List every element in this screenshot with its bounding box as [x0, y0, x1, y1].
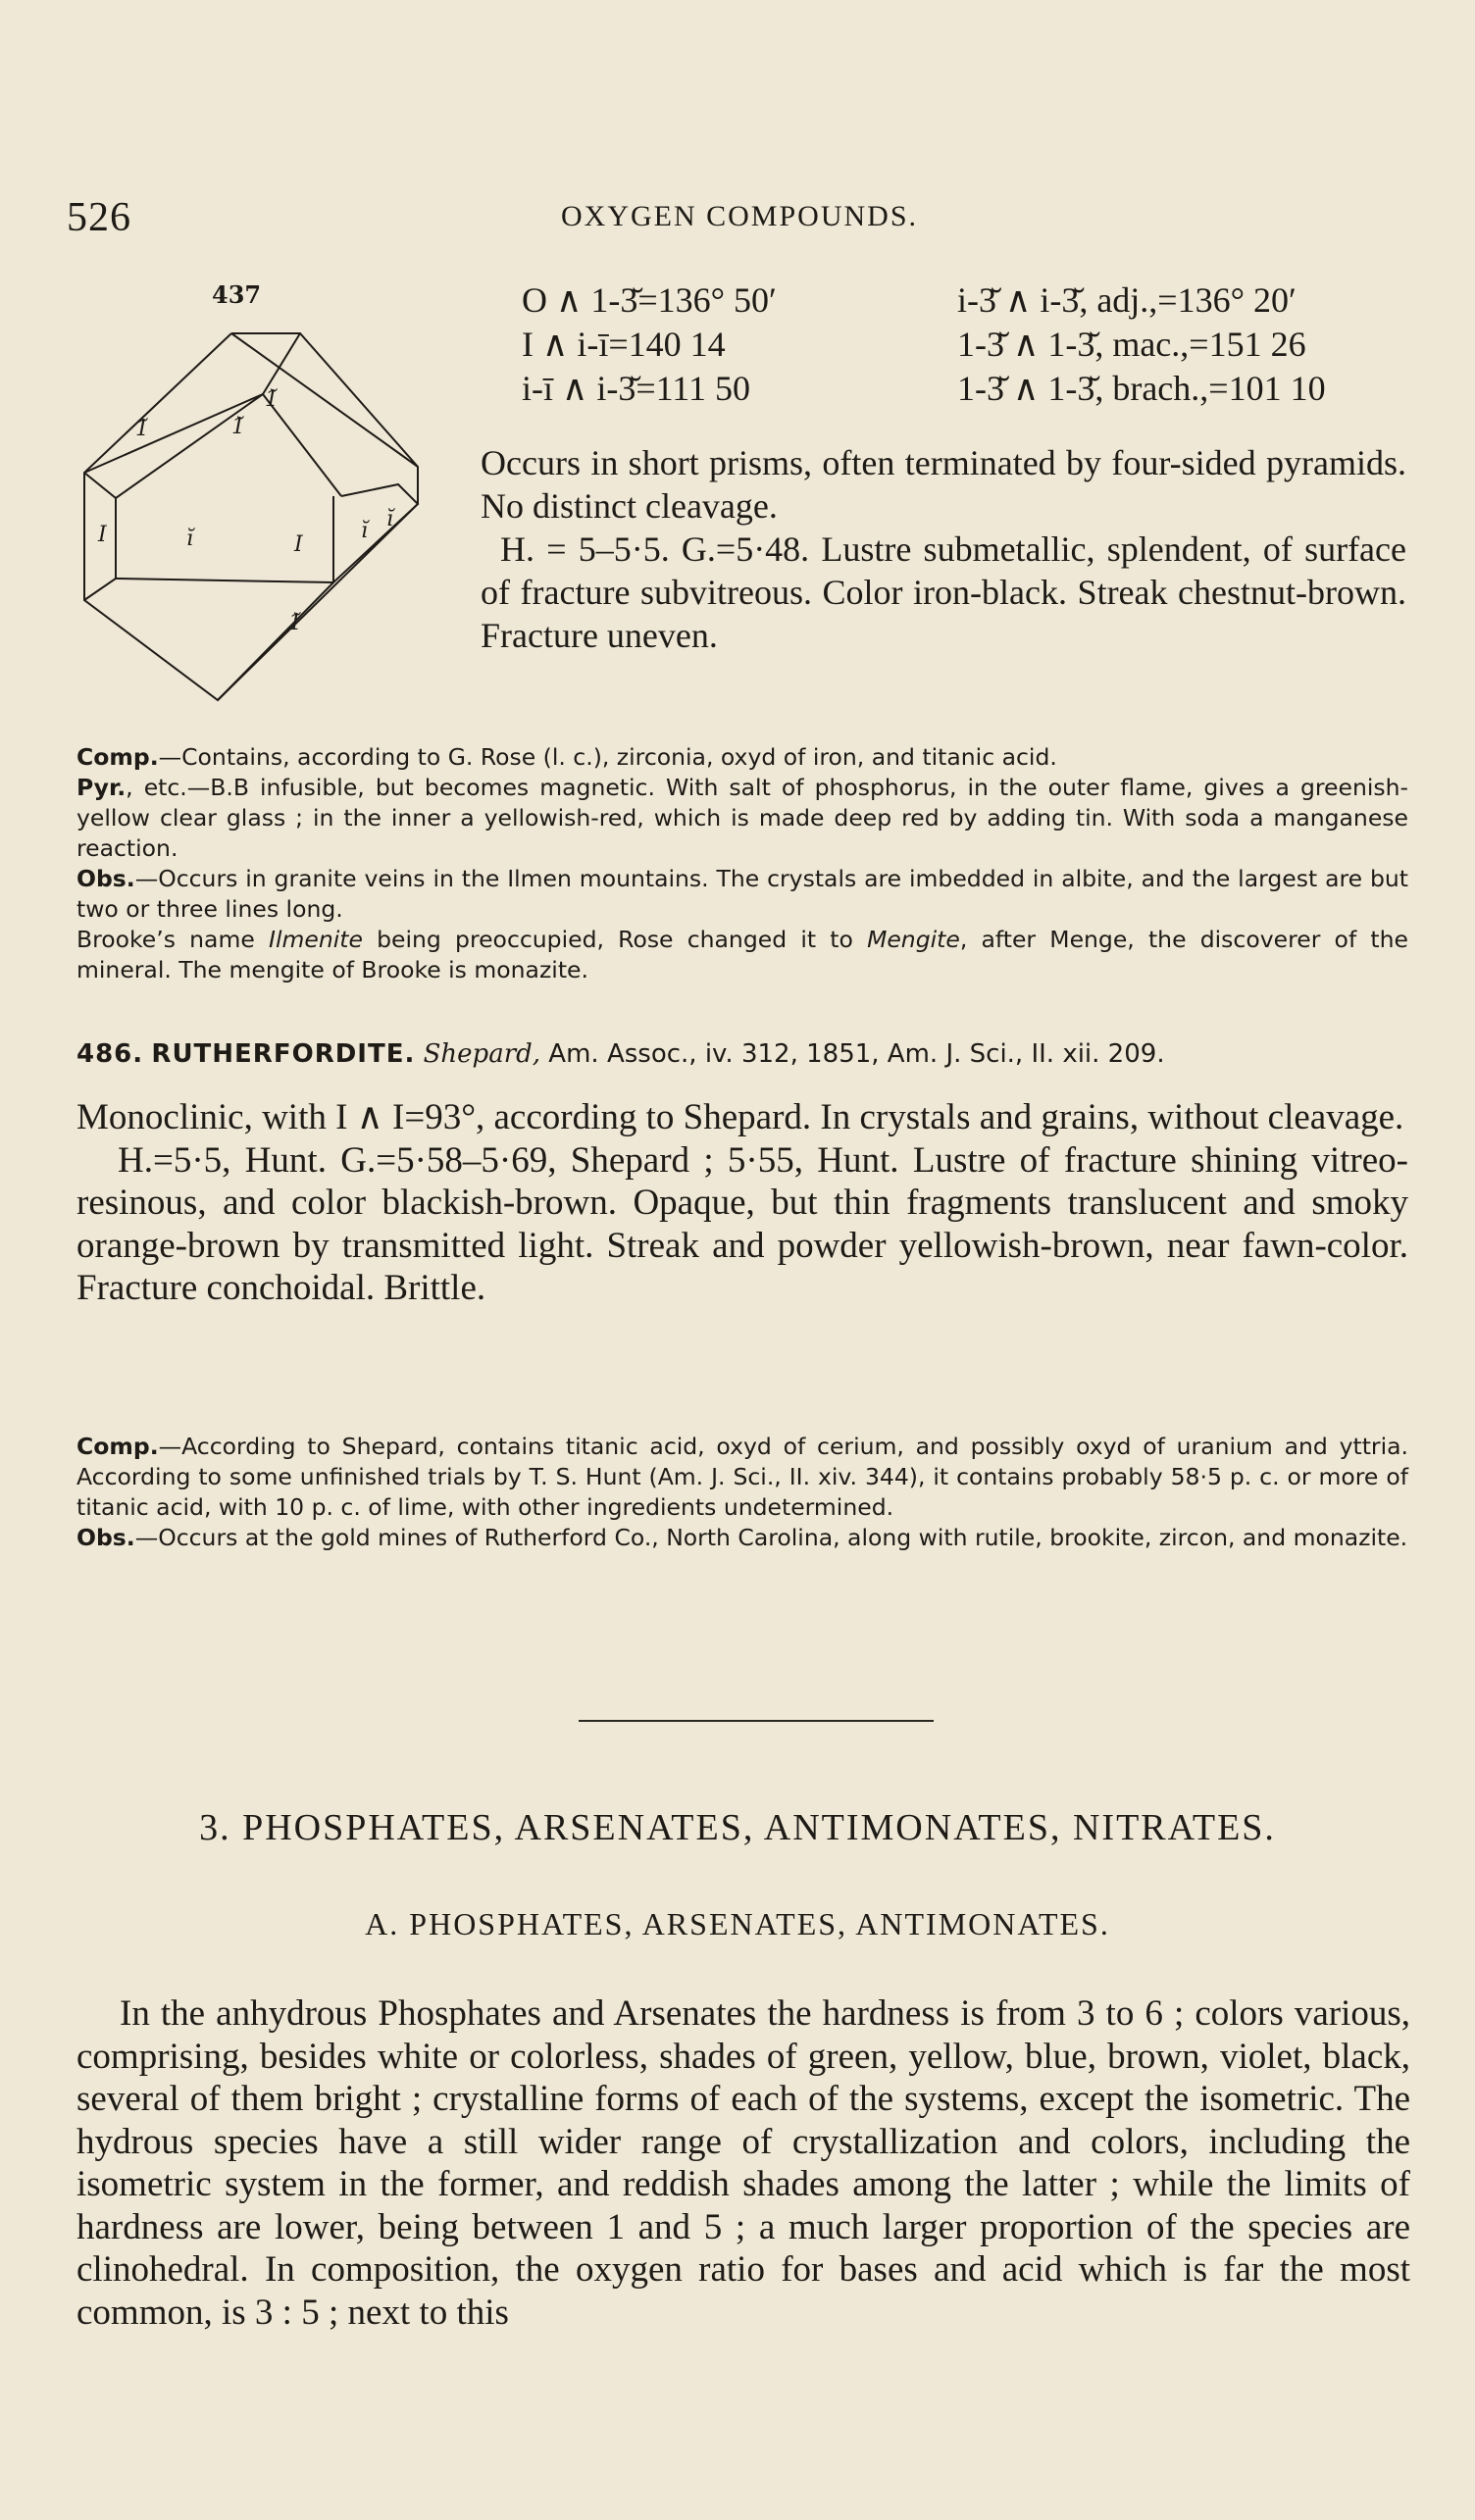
face-label: 1̆ [265, 387, 279, 412]
face-label: ĭ [386, 507, 394, 531]
intro-line-2 [481, 528, 1406, 657]
notes-section-2 [76, 1432, 1408, 1553]
comp-note [76, 1432, 1408, 1523]
comp-text: —According to Shepard, contains titanic acid, oxyd of cerium, and possibly oxyd of uranium and yttria. According to some unfinished trials by T. S. Hunt (Am. J. Sci., II. xiv. 344), it contains probably 58·5 p. c. or more of titanic acid, with 10 p. c. of lime, with other ingredients undetermined. [76, 1433, 1408, 1521]
angle-list-right [957, 278, 1326, 411]
subsection-heading: A. PHOSPHATES, ARSENATES, ANTIMONATES. [365, 1906, 1110, 1941]
phosphates-paragraph [76, 1992, 1410, 2334]
obs-label: Obs. [76, 1524, 135, 1551]
brooke-text-a: Brooke’s name [76, 926, 270, 953]
face-label: 1̆ [135, 417, 149, 441]
species-name: RUTHERFORDITE. [151, 1039, 416, 1069]
comp-label: Comp. [76, 1433, 159, 1460]
mengite-term: Mengite [867, 926, 960, 953]
comp-label: Comp. [76, 743, 159, 771]
section-divider [579, 1720, 934, 1722]
face-label: ĭ [186, 527, 194, 551]
pyr-text: , etc.—B.B infusible, but becomes magnetic. With salt of phosphorus, in the outer flame, gives a greenish-yellow clear glass ; in the inner a yellowish-red, which is made deep red by adding tin. With soda a manganese reaction. [76, 774, 1408, 862]
description-para-2 [76, 1139, 1408, 1310]
face-label: ĭ [361, 519, 369, 543]
angle-line: i-3̆ ∧ i-3̆, adj.,=136° 20′ [957, 280, 1297, 320]
running-header [67, 194, 1412, 249]
ilmenite-term: Ilmenite [269, 926, 363, 953]
brooke-text-b: being preoccupied, Rose changed it to [362, 926, 868, 953]
page-number: 526 [67, 195, 131, 240]
brooke-note [76, 925, 1408, 985]
angle-line: 1-3̆ ∧ 1-3̆, mac.,=151 26 [957, 325, 1306, 364]
phosphates-text: In the anhydrous Phosphates and Arsenates the hardness is from 3 to 6 ; colors various, comprising, besides white or colorless, shades of green, yellow, blue, brown, violet, black, several of them bright ; crystalline forms of each of the systems, except the isometric. The hydrous species have a still wider range of crystallization and colors, including the isometric system in the former, and reddish shades among the latter ; while the limits of hardness are lower, being between 1 and 5 ; a much larger proportion of the species are clinohedral. In composition, the oxygen ratio for bases and acid which is far the most common, is 3 : 5 ; next to this [76, 1993, 1410, 2333]
face-label: 1̆ [231, 415, 245, 439]
species-reference: Am. Assoc., iv. 312, 1851, Am. J. Sci., II. xii. 209. [540, 1039, 1165, 1069]
description-para-1: Monoclinic, with I ∧ I=93°, according to Shepard. In crystals and grains, without cleavage. [76, 1097, 1404, 1137]
obs-label: Obs. [76, 865, 135, 892]
angle-list-left [522, 278, 777, 411]
crystal-outline [84, 333, 418, 700]
species-number: 486. [76, 1039, 144, 1069]
angle-line: I ∧ i-ī=140 14 [522, 325, 726, 364]
crystal-figure [67, 280, 432, 712]
intro-line-2-text: H. = 5–5·5. G.=5·48. Lustre submetallic, splendent, of surface of fracture subvitreous. Color iron-black. Streak chestnut-brown. Fracture uneven. [481, 529, 1406, 655]
angle-line: 1-3̆ ∧ 1-3̆, brach.,=101 10 [957, 369, 1326, 408]
figure-number: 437 [212, 280, 262, 309]
obs-note [76, 864, 1408, 925]
angle-line: O ∧ 1-3̆=136° 50′ [522, 280, 777, 320]
species-heading [76, 1039, 1420, 1069]
rutherfordite-description [76, 1096, 1408, 1310]
comp-note [76, 742, 1408, 773]
running-title: OXYGEN COMPOUNDS. [560, 200, 919, 232]
obs-note [76, 1523, 1408, 1553]
obs-text: —Occurs in granite veins in the Ilmen mountains. The crystals are imbedded in albite, and the largest are but two or three lines long. [76, 865, 1408, 923]
pyr-label: Pyr. [76, 774, 127, 801]
notes-section-1 [76, 742, 1408, 985]
species-author: Shepard, [423, 1039, 541, 1069]
brooke-text-c: , after Menge, the discoverer of the mineral. The mengite of Brooke is monazite. [76, 926, 1408, 983]
angle-line: i-ī ∧ i-3̆=111 50 [522, 369, 750, 408]
pyr-note [76, 773, 1408, 864]
crystal-drawing [67, 280, 432, 712]
face-label: I [294, 532, 303, 557]
face-label: 1̆ [288, 611, 302, 635]
chapter-heading: 3. PHOSPHATES, ARSENATES, ANTIMONATES, NITRATES. [199, 1807, 1276, 1848]
face-label: I [98, 523, 107, 547]
obs-text: —Occurs at the gold mines of Rutherford Co., North Carolina, along with rutile, brookite, zircon, and monazite. [134, 1524, 1408, 1551]
intro-paragraph [481, 441, 1406, 657]
comp-text: —Contains, according to G. Rose (l. c.), zirconia, oxyd of iron, and titanic acid. [158, 743, 1057, 771]
intro-line-1: Occurs in short prisms, often terminated by four-sided pyramids. No distinct cleavage. [481, 443, 1406, 526]
description-para-2-text: H.=5·5, Hunt. G.=5·58–5·69, Shepard ; 5·55, Hunt. Lustre of fracture shining vitreo-resinous, and color blackish-brown. Opaque, but thin fragments translucent and smoky orange-brown by transmitted light. Streak and powder yellowish-brown, near fawn-color. Fracture conchoidal. Brittle. [76, 1139, 1408, 1308]
